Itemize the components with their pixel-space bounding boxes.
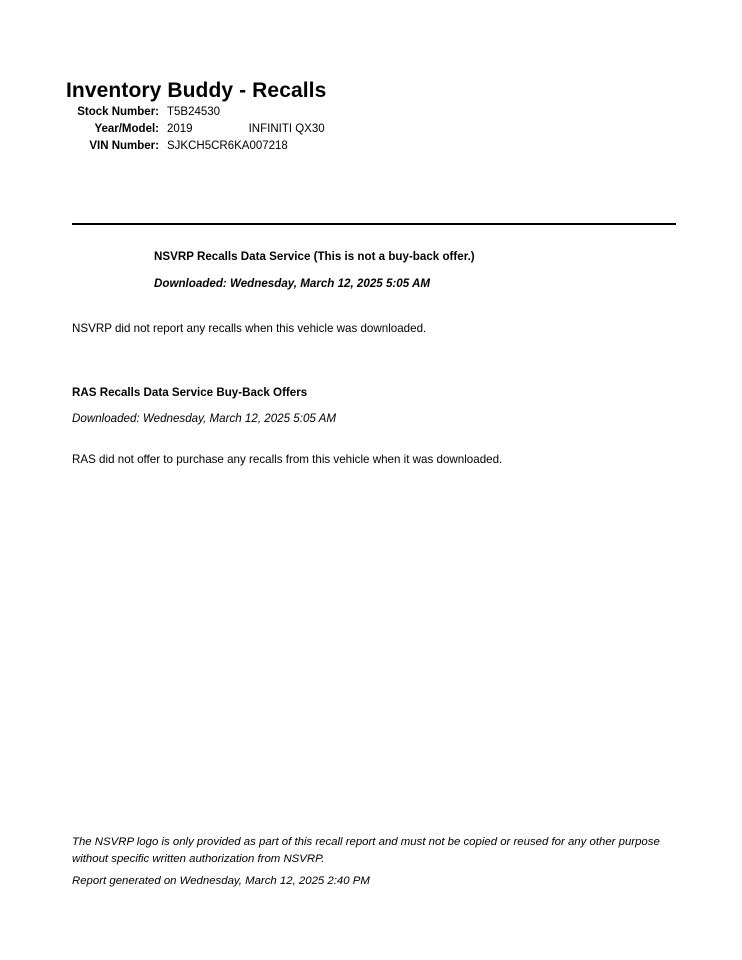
vin-number-value: SJKCH5CR6KA007218 xyxy=(167,140,288,152)
metadata-row-year-model xyxy=(66,123,486,140)
stock-number-label: Stock Number: xyxy=(77,106,159,118)
footer-generated-timestamp: Report generated on Wednesday, March 12, 2025 2:40 PM xyxy=(72,875,370,887)
model-value: INFINITI QX30 xyxy=(248,123,325,135)
nsvrp-section-body: NSVRP did not report any recalls when this vehicle was downloaded. xyxy=(72,322,427,335)
year-model-label: Year/Model: xyxy=(94,123,159,135)
metadata-row-stock-number xyxy=(66,106,486,123)
page-title: Inventory Buddy - Recalls xyxy=(66,79,327,102)
vin-number-label: VIN Number: xyxy=(89,140,159,152)
vehicle-metadata xyxy=(66,106,486,157)
year-value: 2019 xyxy=(167,123,193,135)
ras-section-body: RAS did not offer to purchase any recalls from this vehicle when it was downloaded. xyxy=(72,453,503,466)
ras-section-heading: RAS Recalls Data Service Buy-Back Offers xyxy=(72,386,308,399)
nsvrp-section-heading: NSVRP Recalls Data Service (This is not a buy-back offer.) xyxy=(154,250,475,263)
stock-number-value: T5B24530 xyxy=(167,106,221,118)
nsvrp-downloaded-timestamp: Downloaded: Wednesday, March 12, 2025 5:05 AM xyxy=(154,277,430,290)
ras-downloaded-timestamp: Downloaded: Wednesday, March 12, 2025 5:05 AM xyxy=(72,412,337,425)
footer-disclaimer: The NSVRP logo is only provided as part of this recall report and must not be copied or reused for any other purpose without specific written authorization from NSVRP. xyxy=(72,836,660,865)
header-divider xyxy=(72,223,676,225)
metadata-row-vin-number xyxy=(66,140,486,157)
